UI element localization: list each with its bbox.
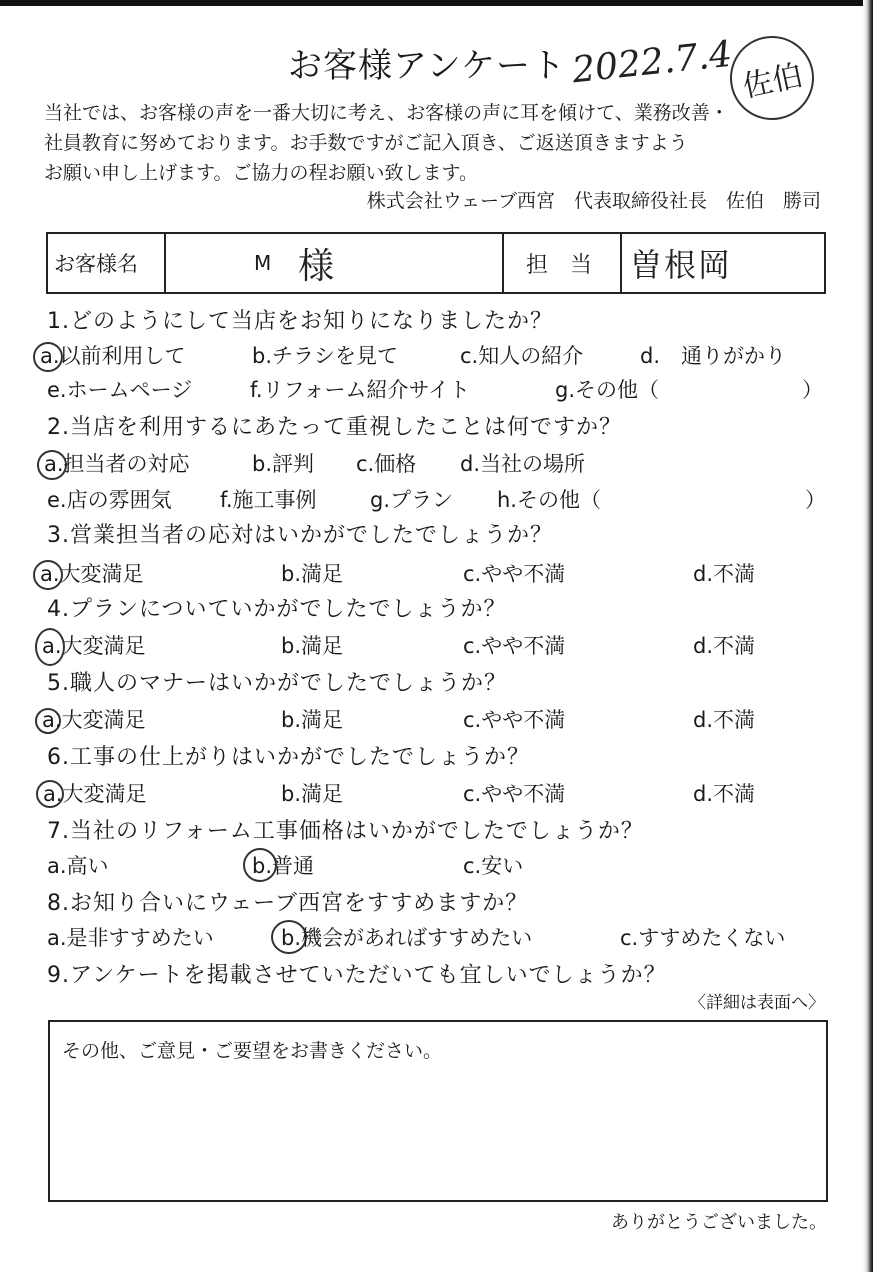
q3-option-b[interactable]: b.満足	[281, 562, 344, 586]
question-9: 9.アンケートを掲載させていただいても宜しいでしょうか？	[47, 963, 667, 988]
customer-name-suffix: 様	[298, 245, 335, 287]
table-divider	[164, 234, 166, 292]
q2-option-d[interactable]: d.当社の場所	[460, 452, 586, 476]
q2-option-c[interactable]: c.価格	[356, 452, 417, 476]
staff-label: 担 当	[526, 252, 593, 278]
q2-option-b[interactable]: b.評判	[252, 452, 315, 476]
question-7: 7.当社のリフォーム工事価格はいかがでしたでしょうか？	[47, 819, 644, 844]
q5-option-c[interactable]: c.やや不満	[463, 708, 566, 732]
q4-option-a[interactable]: a.大変満足	[42, 634, 146, 658]
customer-name-value[interactable]: M	[254, 251, 272, 275]
q1-option-f[interactable]: f.リフォーム紹介サイト	[250, 378, 471, 402]
q7-option-a[interactable]: a.高い	[47, 854, 109, 878]
q1-option-a[interactable]: a.以前利用して	[40, 344, 186, 368]
company-signature: 株式会社ウェーブ西宮 代表取締役社長 佐伯 勝司	[366, 190, 821, 212]
q5-option-d[interactable]: d.不満	[693, 708, 756, 732]
q6-option-a[interactable]: a.大変満足	[43, 782, 147, 806]
q6-option-d[interactable]: d.不満	[693, 782, 756, 806]
question-1: 1.どのようにして当店をお知りになりましたか？	[47, 309, 553, 334]
q1-option-e[interactable]: e.ホームページ	[47, 378, 193, 402]
staff-value[interactable]: 曽根岡	[630, 246, 733, 284]
customer-info-table	[46, 232, 826, 294]
q4-option-b[interactable]: b.満足	[281, 634, 344, 658]
q1-option-c[interactable]: c.知人の紹介	[460, 344, 584, 368]
q1-option-b[interactable]: b.チラシを見て	[252, 344, 399, 368]
question-2: 2.当店を利用するにあたって重視したことは何ですか？	[47, 415, 622, 440]
q6-option-c[interactable]: c.やや不満	[463, 782, 566, 806]
comment-label: その他、ご意見・ご要望をお書きください。	[62, 1040, 443, 1062]
q4-option-c[interactable]: c.やや不満	[463, 634, 566, 658]
q2-option-f[interactable]: f.施工事例	[220, 488, 317, 512]
survey-title: お客様アンケート	[288, 46, 566, 86]
q3-option-a[interactable]: a.大変満足	[40, 562, 144, 586]
q2-close-paren: ）	[805, 488, 826, 512]
comment-box[interactable]	[48, 1020, 828, 1202]
q4-option-d[interactable]: d.不満	[693, 634, 756, 658]
q8-option-c[interactable]: c.すすめたくない	[620, 926, 786, 950]
q1-option-d[interactable]: d. 通りがかり	[640, 344, 787, 368]
question-4: 4.プランについていかがでしたでしょうか？	[47, 597, 507, 622]
question-6: 6.工事の仕上がりはいかがでしたでしょうか？	[47, 745, 530, 770]
scan-edge-top	[0, 0, 873, 6]
q3-option-d[interactable]: d.不満	[693, 562, 756, 586]
q1-option-g[interactable]: g.その他（	[555, 378, 660, 402]
seal-stamp: 佐伯	[722, 28, 822, 128]
q7-option-b[interactable]: b.普通	[252, 854, 315, 878]
customer-name-label: お客様名	[54, 252, 138, 276]
q3-option-c[interactable]: c.やや不満	[463, 562, 566, 586]
q5-option-a[interactable]: a.大変満足	[42, 708, 146, 732]
thank-you-text: ありがとうございました。	[611, 1212, 827, 1233]
intro-line-1: 当社では、お客様の声を一番大切に考え、お客様の声に耳を傾けて、業務改善・	[44, 102, 729, 124]
question-5: 5.職人のマナーはいかがでしたでしょうか？	[47, 671, 507, 696]
q2-option-a[interactable]: a.担当者の対応	[44, 452, 190, 476]
table-divider	[620, 234, 622, 292]
q8-option-b[interactable]: b.機会があればすすめたい	[281, 926, 533, 950]
q7-option-c[interactable]: c.安い	[463, 854, 524, 878]
scan-edge-right	[863, 0, 873, 1272]
q2-option-h[interactable]: h.その他（	[497, 488, 601, 512]
question-8: 8.お知り合いにウェーブ西宮をすすめますか？	[47, 891, 529, 916]
q5-option-b[interactable]: b.満足	[281, 708, 344, 732]
handwritten-date: 2022.7.4	[570, 33, 735, 92]
q8-option-a[interactable]: a.是非すすめたい	[47, 926, 214, 950]
q6-option-b[interactable]: b.満足	[281, 782, 344, 806]
q1-close-paren: ）	[802, 378, 823, 402]
detail-note: 〈詳細は表面へ〉	[689, 993, 825, 1013]
question-3: 3.営業担当者の応対はいかがでしたでしょうか？	[47, 523, 553, 548]
q2-option-e[interactable]: e.店の雰囲気	[47, 488, 172, 512]
table-divider	[502, 234, 504, 292]
intro-line-3: お願い申し上げます。ご協力の程お願い致します。	[44, 162, 478, 184]
q2-option-g[interactable]: g.プラン	[370, 488, 454, 512]
intro-line-2: 社員教育に努めております。お手数ですがご記入頂き、ご返送頂きますよう	[44, 132, 688, 154]
